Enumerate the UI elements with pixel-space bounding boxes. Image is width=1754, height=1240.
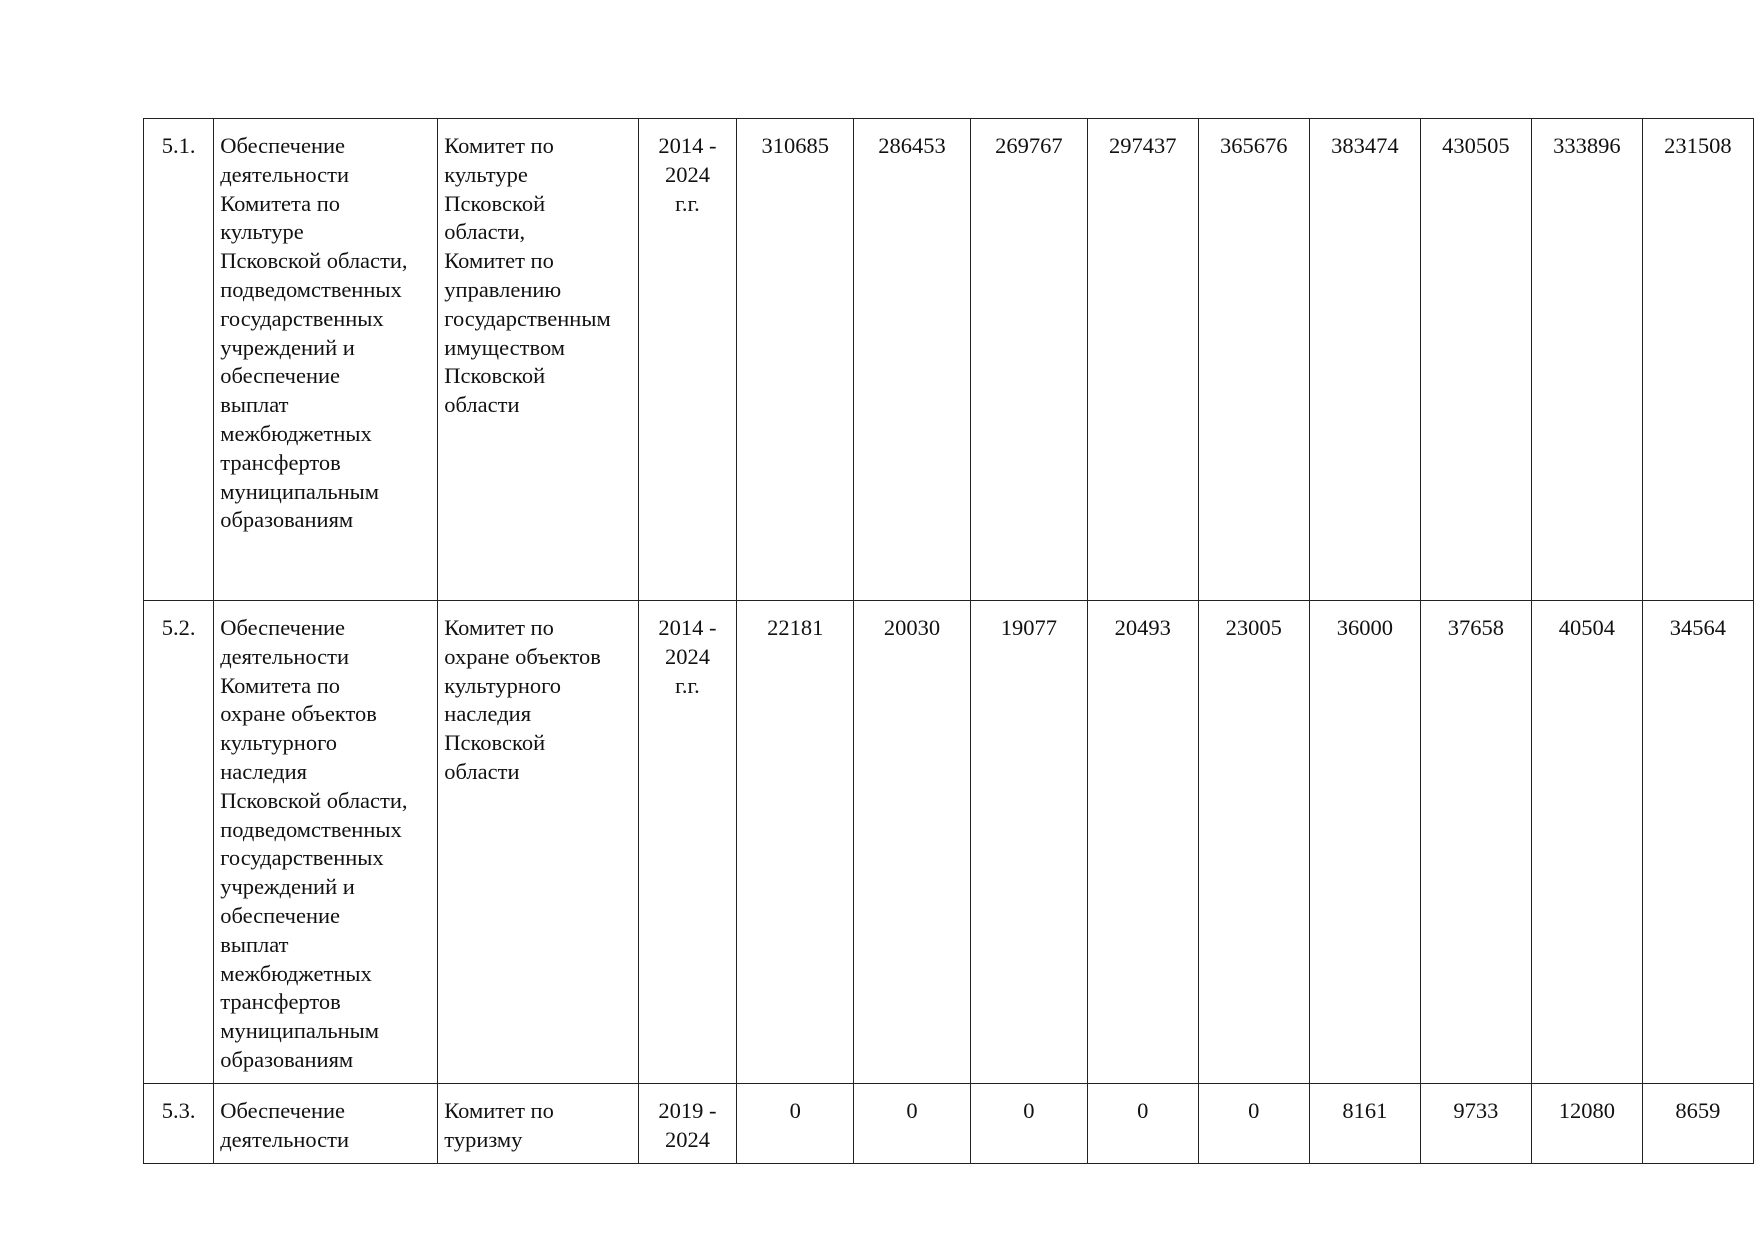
- value-cell: 269767: [970, 119, 1087, 601]
- value-cell: 0: [854, 1084, 971, 1164]
- activity-name: Обеспечение деятельности Комитета по культуре Псковской области, подведомственных государственных учреждений и обеспечение выплат межбюджетных трансфертов муниципальным образованиям: [214, 119, 438, 601]
- period: 2014 - 2024 г.г.: [638, 601, 737, 1084]
- value-cell: 0: [970, 1084, 1087, 1164]
- activity-name: Обеспечение деятельности Комитета по охране объектов культурного наследия Псковской области, подведомственных государственных учреждений и обеспечение выплат межбюджетных трансфертов муниципальным образованиям: [214, 601, 438, 1084]
- value-cell: 0: [1198, 1084, 1309, 1164]
- value-cell: 333896: [1531, 119, 1642, 601]
- activity-name: Обеспечение деятельности: [214, 1084, 438, 1164]
- value-cell: 34564: [1642, 601, 1753, 1084]
- period: 2014 - 2024 г.г.: [638, 119, 737, 601]
- value-cell: 19077: [970, 601, 1087, 1084]
- executor: Комитет по туризму: [438, 1084, 638, 1164]
- value-cell: 231508: [1642, 119, 1753, 601]
- value-cell: 36000: [1309, 601, 1420, 1084]
- value-cell: 383474: [1309, 119, 1420, 601]
- row-number: 5.3.: [144, 1084, 214, 1164]
- value-cell: 0: [737, 1084, 854, 1164]
- value-cell: 365676: [1198, 119, 1309, 601]
- value-cell: 0: [1087, 1084, 1198, 1164]
- value-cell: 297437: [1087, 119, 1198, 601]
- value-cell: 20030: [854, 601, 971, 1084]
- value-cell: 8659: [1642, 1084, 1753, 1164]
- value-cell: 40504: [1531, 601, 1642, 1084]
- value-cell: 12080: [1531, 1084, 1642, 1164]
- table-row: [144, 1084, 1754, 1164]
- period: 2019 - 2024: [638, 1084, 737, 1164]
- row-number: 5.2.: [144, 601, 214, 1084]
- value-cell: 37658: [1420, 601, 1531, 1084]
- value-cell: 286453: [854, 119, 971, 601]
- executor: Комитет по культуре Псковской области, Комитет по управлению государственным имуществом Псковской области: [438, 119, 638, 601]
- value-cell: 20493: [1087, 601, 1198, 1084]
- value-cell: 23005: [1198, 601, 1309, 1084]
- value-cell: 22181: [737, 601, 854, 1084]
- value-cell: 430505: [1420, 119, 1531, 601]
- row-number: 5.1.: [144, 119, 214, 601]
- value-cell: 8161: [1309, 1084, 1420, 1164]
- table-row: [144, 119, 1754, 601]
- budget-table: [143, 118, 1754, 1164]
- executor: Комитет по охране объектов культурного наследия Псковской области: [438, 601, 638, 1084]
- table-row: [144, 601, 1754, 1084]
- value-cell: 9733: [1420, 1084, 1531, 1164]
- value-cell: 310685: [737, 119, 854, 601]
